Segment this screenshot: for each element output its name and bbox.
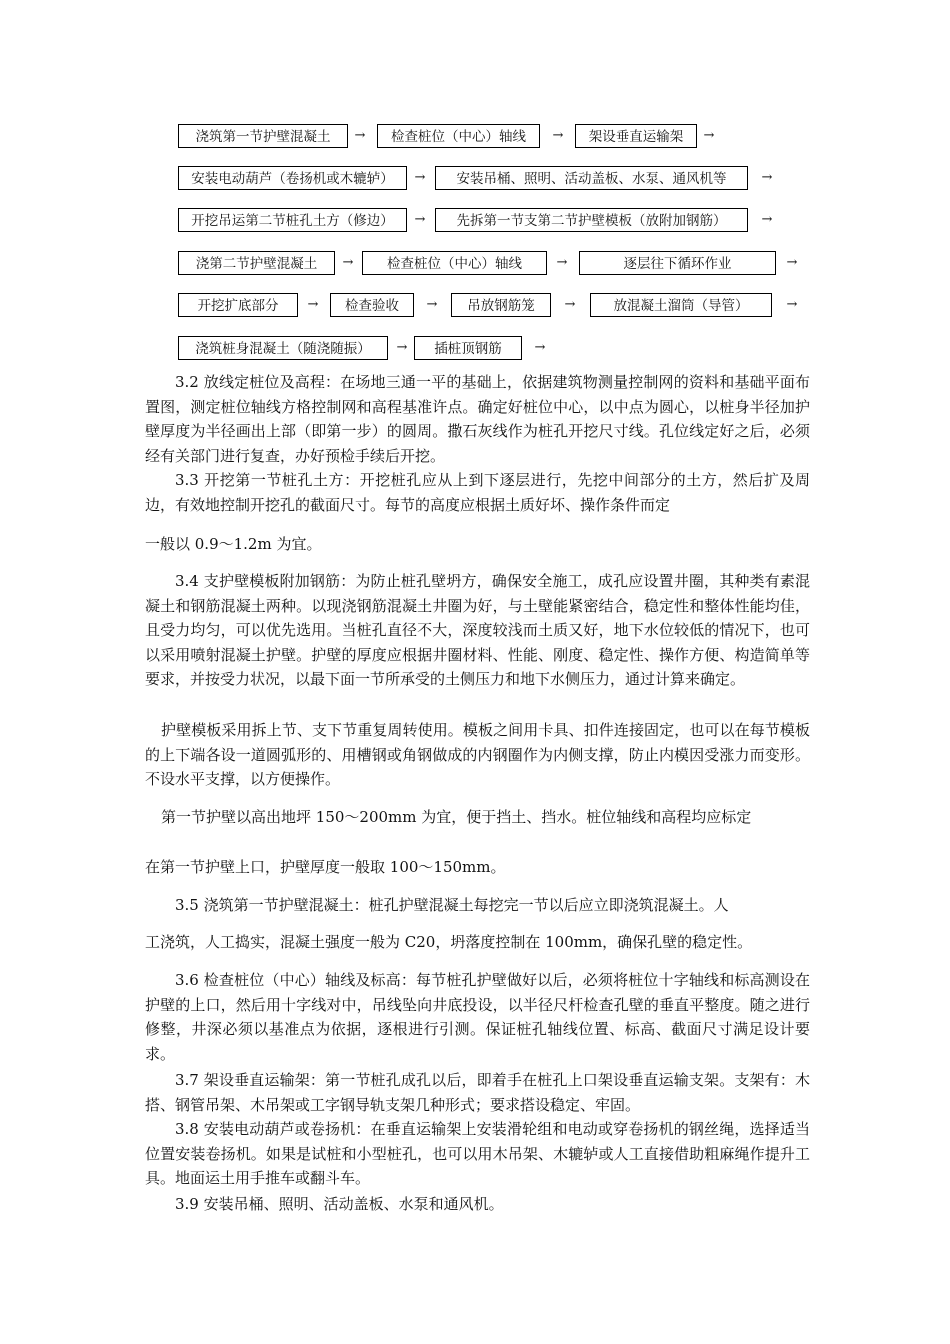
flow-arrow-icon: → xyxy=(307,297,319,312)
flow-arrow-icon: → xyxy=(703,128,715,143)
flow-arrow-icon: → xyxy=(552,128,564,143)
flow-box-vertical-frame: 架设垂直运输架 xyxy=(575,124,697,148)
flow-arrow-icon: → xyxy=(786,297,798,312)
paragraph-3-6: 3.6 检查桩位（中心）轴线及标高：每节桩孔护壁做好以后，必须将桩位十字轴线和标高测设在护壁的上口，然后用十字线对中，吊线坠向井底投设，以半径尺杆检查孔壁的垂直平整度。随之进行修整，井深必须以基准点为依据，逐根进行引测。保证桩孔轴线位置、标高、截面尺寸满足设计要求。 xyxy=(145,971,810,1063)
flow-arrow-icon: → xyxy=(761,170,773,185)
paragraph-3-4-first-wall: 第一节护壁以高出地坪 150～200mm 为宜，便于挡土、挡水。桩位轴线和高程均应标定 xyxy=(161,808,752,826)
flow-box-install-bucket: 安装吊桶、照明、活动盖板、水泵、通风机等 xyxy=(435,166,748,190)
flow-box-insert-rebar: 插桩顶钢筋 xyxy=(414,336,522,360)
paragraph-3-2: 3.2 放线定桩位及高程：在场地三通一平的基础上，依据建筑物测量控制网的资料和基础平面布置图，测定桩位轴线方格控制网和高程基准许点。确定好桩位中心，以中点为圆心，以桩身半径加护壁厚度为半径画出上部（即第一步）的圆周。撒石灰线作为桩孔开挖尺寸线。孔位线定好之后，必须经有关部门进行复查，办好预检手续后开挖。 xyxy=(145,373,810,465)
flow-arrow-icon: → xyxy=(534,340,546,355)
flow-arrow-icon: → xyxy=(556,255,568,270)
flow-arrow-icon: → xyxy=(786,255,798,270)
flow-box-inspect: 检查验收 xyxy=(330,293,414,317)
flow-box-dig-base: 开挖扩底部分 xyxy=(178,293,298,317)
flow-box-rebar-cage: 吊放钢筋笼 xyxy=(451,293,551,317)
flow-box-repeat-cycle: 逐层往下循环作业 xyxy=(579,251,776,275)
flow-box-pour-first-wall: 浇筑第一节护壁混凝土 xyxy=(178,124,348,148)
flow-box-chute: 放混凝土溜筒（导管） xyxy=(590,293,772,317)
flow-arrow-icon: → xyxy=(414,212,426,227)
flow-arrow-icon: → xyxy=(564,297,576,312)
flow-box-formwork: 先拆第一节支第二节护壁模板（放附加钢筋） xyxy=(435,208,748,232)
paragraph-3-9: 3.9 安装吊桶、照明、活动盖板、水泵和通风机。 xyxy=(175,1195,504,1213)
flow-arrow-icon: → xyxy=(396,340,408,355)
flow-box-pour-second: 浇第二节护壁混凝土 xyxy=(178,251,335,275)
flow-arrow-icon: → xyxy=(426,297,438,312)
flow-box-check-axis-2: 检查桩位（中心）轴线 xyxy=(362,251,547,275)
paragraph-3-5-cont: 工浇筑，人工捣实，混凝土强度一般为 C20，坍落度控制在 100mm，确保孔壁的稳定性。 xyxy=(145,933,753,951)
flow-arrow-icon: → xyxy=(342,255,354,270)
flow-arrow-icon: → xyxy=(414,170,426,185)
flow-arrow-icon: → xyxy=(354,128,366,143)
flow-box-check-axis: 检查桩位（中心）轴线 xyxy=(377,124,540,148)
paragraph-3-4-cont: 在第一节护壁上口，护壁厚度一般取 100～150mm。 xyxy=(145,858,506,876)
flow-box-pour-pile: 浇筑桩身混凝土（随浇随振） xyxy=(178,336,388,360)
paragraph-3-4-formwork: 护壁模板采用拆上节、支下节重复周转使用。模板之间用卡具、扣件连接固定，也可以在每节模板的上下端各设一道圆弧形的、用槽钢或角钢做成的内钢圈作为内侧支撑，防止内模因受涨力而变形。不设水平支撑，以方便操作。 xyxy=(145,721,810,788)
paragraph-3-8: 3.8 安装电动葫芦或卷扬机：在垂直运输架上安装滑轮组和电动或穿卷扬机的钢丝绳，选择适当位置安装卷扬机。如果是试桩和小型桩孔，也可以用木吊架、木辘轳或人工直接借助粗麻绳作提升工具。地面运土用手推车或翻斗车。 xyxy=(145,1120,810,1187)
paragraph-3-7: 3.7 架设垂直运输架：第一节桩孔成孔以后，即着手在桩孔上口架设垂直运输支架。支架有：木搭、钢管吊架、木吊架或工字钢导轨支架几种形式；要求搭设稳定、牢固。 xyxy=(145,1071,810,1114)
flow-box-dig-second: 开挖吊运第二节桩孔土方（修边） xyxy=(178,208,407,232)
paragraph-3-3: 3.3 开挖第一节桩孔土方：开挖桩孔应从上到下逐层进行，先挖中间部分的土方，然后扩及周边，有效地控制开挖孔的截面尺寸。每节的高度应根据土质好坏、操作条件而定 xyxy=(145,471,810,514)
paragraph-3-5: 3.5 浇筑第一节护壁混凝土：桩孔护壁混凝土每挖完一节以后应立即浇筑混凝土。人 xyxy=(175,896,729,914)
flow-box-install-hoist: 安装电动葫芦（卷扬机或木辘轳） xyxy=(178,166,407,190)
flow-arrow-icon: → xyxy=(761,212,773,227)
paragraph-3-3-cont: 一般以 0.9～1.2m 为宜。 xyxy=(145,535,322,553)
paragraph-3-4: 3.4 支护壁模板附加钢筋：为防止桩孔壁坍方，确保安全施工，成孔应设置井圈，其种类有素混凝土和钢筋混凝土两种。以现浇钢筋混凝土井圈为好，与土壁能紧密结合，稳定性和整体性能均佳，且受力均匀，可以优先选用。当桩孔直径不大，深度较浅而土质又好，地下水位较低的情况下，也可以采用喷射混凝土护壁。护壁的厚度应根据井圈材料、性能、刚度、稳定性、操作方便、构造简单等要求，并按受力状况，以最下面一节所承受的土侧压力和地下水侧压力，通过计算来确定。 xyxy=(145,572,810,688)
